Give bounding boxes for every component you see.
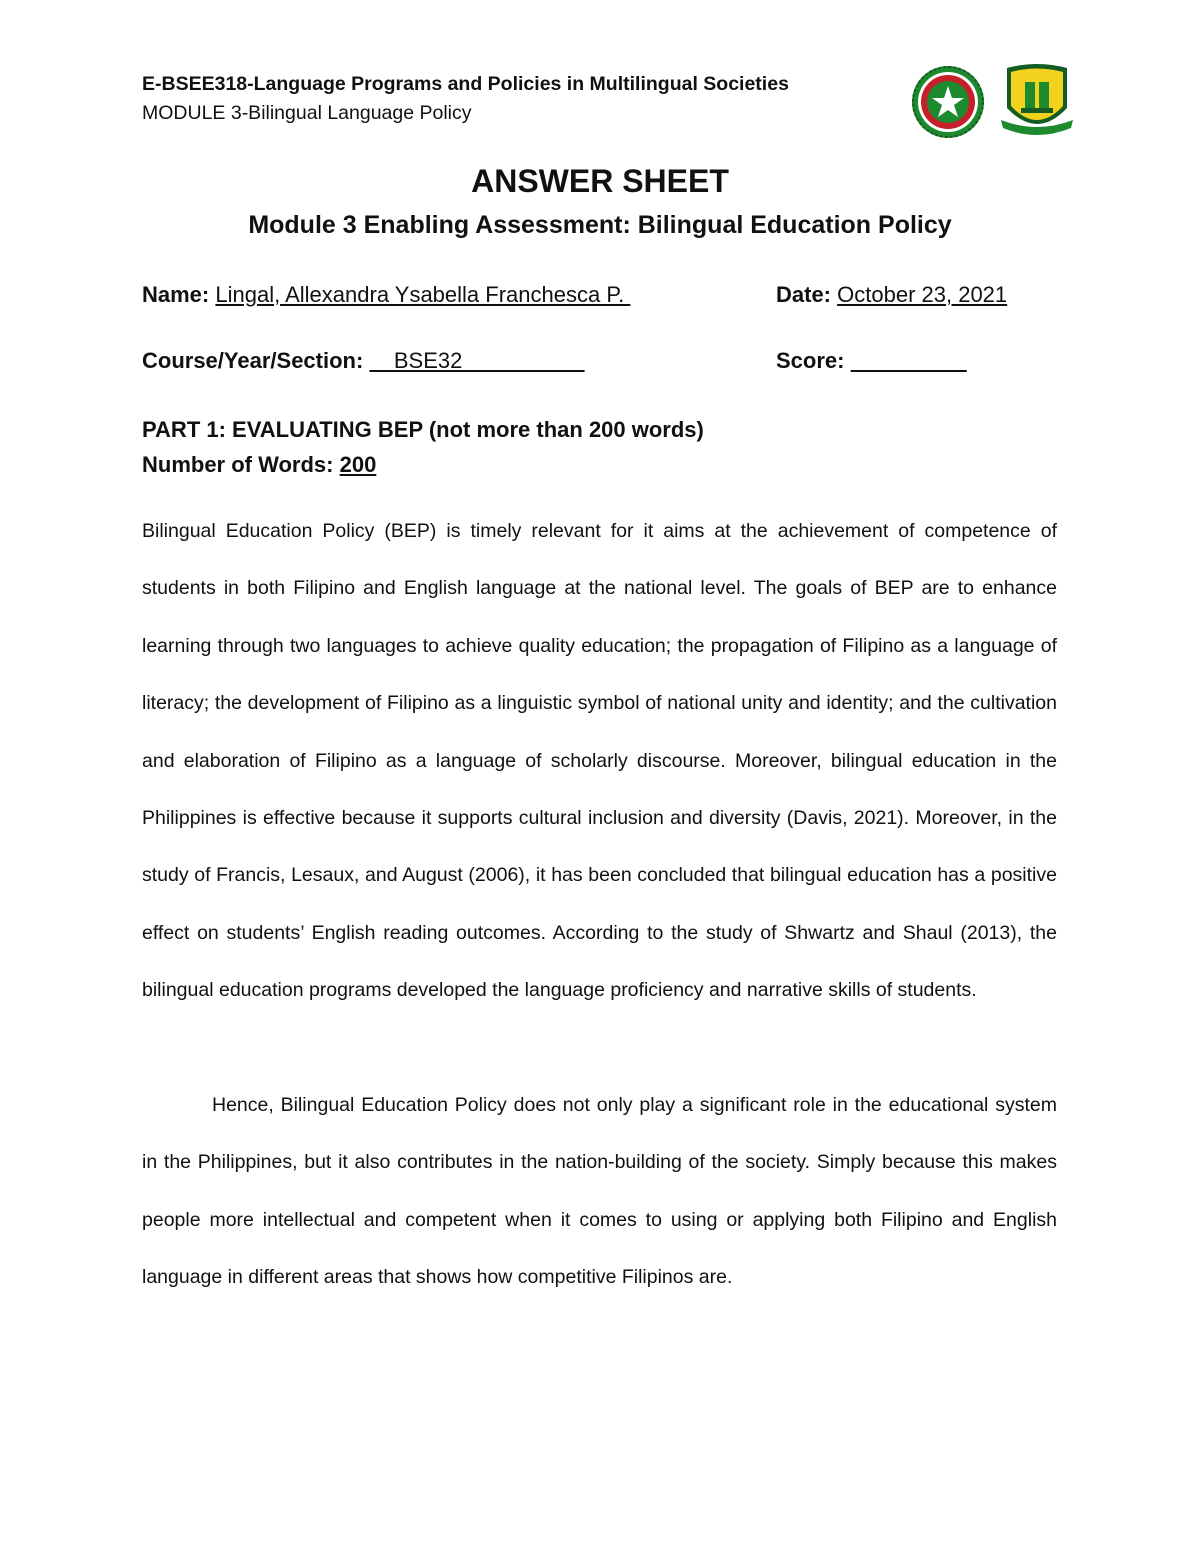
score-value — [851, 348, 967, 373]
assessment-subtitle: Module 3 Enabling Assessment: Bilingual Education Policy — [248, 211, 952, 239]
course-header-line: E-BSEE318-Language Programs and Policies in Multilingual Societies — [142, 73, 789, 95]
name-label: Name: — [142, 282, 210, 307]
date-value: October 23, 2021 — [837, 282, 1008, 307]
word-count-value: 200 — [339, 452, 377, 477]
name-field — [142, 280, 630, 310]
page-title: ANSWER SHEET — [471, 163, 729, 199]
document-header — [142, 70, 789, 128]
score-field — [776, 346, 967, 376]
school-seal-icon — [910, 64, 986, 140]
department-logo-icon — [1001, 62, 1073, 142]
course-field — [142, 346, 585, 376]
date-field — [776, 280, 1007, 310]
course-label: Course/Year/Section: — [142, 348, 364, 373]
word-count-label: Number of Words: — [142, 452, 334, 477]
module-header-line: MODULE 3-Bilingual Language Policy — [142, 102, 472, 124]
answer-paragraph-2: Hence, Bilingual Education Policy does not only play a significant role in the educational system in the Philippines, but it also contributes in the nation-building of the society. Simply because this makes people more intellectual and competent when it comes to using or applying both Filipino and English language in different areas that shows how competitive Filipinos are. — [142, 1094, 1057, 1289]
score-label: Score: — [776, 348, 845, 373]
word-count — [142, 448, 376, 482]
name-value: Lingal, Allexandra Ysabella Franchesca P. — [215, 282, 631, 307]
course-value: BSE32 — [369, 348, 585, 373]
logos-group — [905, 62, 1075, 142]
part-title: PART 1: EVALUATING BEP (not more than 200 words) — [142, 417, 704, 442]
date-label: Date: — [776, 282, 832, 307]
answer-paragraph-1: Bilingual Education Policy (BEP) is timely relevant for it aims at the achievement of competence of students in both Filipino and English language at the national level. The goals of BEP are to enhance learning through two languages to achieve quality education; the propagation of Filipino as a language of literacy; the development of Filipino as a linguistic symbol of national unity and identity; and the cultivation and elaboration of Filipino as a language of scholarly discourse. Moreover, bilingual education in the Philippines is effective because it supports cultural inclusion and diversity (Davis, 2021). Moreover, in the study of Francis, Lesaux, and August (2006), it has been concluded that bilingual education has a positive effect on students’ English reading outcomes. According to the study of Shwartz and Shaul (2013), the bilingual education programs developed the language proficiency and narrative skills of students. — [142, 520, 1057, 1002]
